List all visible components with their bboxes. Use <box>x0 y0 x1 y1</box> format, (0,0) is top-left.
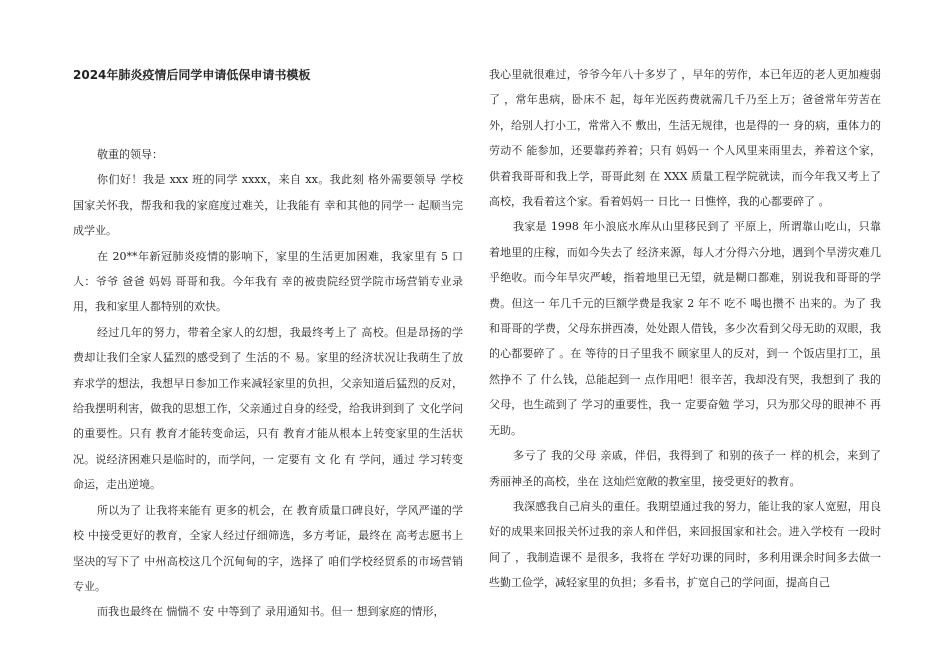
paragraph: 而我也最终在 惴惴不 安 中等到了 录用通知书。但一 想到家庭的情形， <box>97 605 445 619</box>
right-column <box>489 62 881 596</box>
paragraph: 经过几年的努力，带着全家人的幻想，我最终考上了 高校。但是昂扬的学费却让我们全家人猛烈的感受到了 生活的不 易。家里的经济状况让我萌生了放弃求学的想法，我想早日参加工作来减轻家里的负担，父亲知道后猛烈的反对，给我摆明利害，做我的思想工作，父亲通过自身的经受，给我讲到到了 文化学问的重要性。只有 教育才能转变命运，只有 教育才能从根本上转变家里的生活状况。说经济困难只是临时的，而学问，一 定要有 文 化 有 学问，通过 学习转变命运，走出逆境。 <box>73 325 463 492</box>
salutation: 敬重的领导： <box>97 148 163 161</box>
left-column <box>73 62 463 625</box>
paragraph: 多亏了 我的父母 亲戚，伴侣，我得到了 和别的孩子一 样的机会，来到了 秀丽神圣的高校，坐在 这灿烂宽敞的教室里，接受更好的教育。 <box>489 449 881 488</box>
document-title: 2024年肺炎疫情后同学申请低保申请书模板 <box>73 68 311 82</box>
paragraph: 我深感我自己肩头的重任。我期望通过我的努力，能让我的家人宽慰，用良好的成果来回报关怀过我的亲人和伴侣，来回报国家和社会。进入学校有 一段时间了 ，我制造课不 是很多，我将在 学好功课的同时，多利用课余时间多去做一 些勤工俭学，减轻家里的负担；多看书，扩宽自己的学问面，提高自己 <box>489 499 881 590</box>
paragraph: 所以为了 让我将来能有 更多的机会，在 教育质量口碑良好，学风严谨的学校 中接受更好的教育，全家人经过仔细筛选，多方考证，最终在 高考志愿书上坚决的写下了 中州高校这几个沉甸甸的字，选择了 咱们学校经贸系的市场营销专业。 <box>73 503 463 593</box>
paragraph: 在 20**年新冠肺炎疫情的影响下，家里的生活更加困难，我家里有 5 口人：爷爷 爸爸 妈妈 哥哥和我。今年我有 幸的被贵院经贸学院市场营销专业录用，我和家里人都特别的欢快。 <box>73 249 463 314</box>
paragraph: 你们好！我是 xxx 班的同学 xxxx，来自 xx。我此刻 格外需要领导 学校 国家关怀我，帮我和我的家庭度过难关，让我能有 幸和其他的同学一 起顺当完成学业。 <box>73 173 463 238</box>
paragraph: 我家是 1998 年小浪底水库从山里移民到了 平原上，所谓靠山吃山，只靠着地里的庄稼，而如今失去了 经济来源，每人才分得六分地，遇到个旱涝灾难几乎绝收。而今年旱灾严峻，指着地里已无望，就是糊口都难，别说我和哥哥的学费。但这一 年几千元的巨额学费是我家 2 年不 吃不 喝也攒不 出来的。为了 我和哥哥的学费，父母东拼西凑，处处跟人借钱，多少次看到父母无助的双眼，我的心都要碎了 。在 等待的日子里我不 顾家里人的反对，到一 个饭店里打工，虽然挣不 了 什么钱，总能起到一 点作用吧！很辛苦，我却没有哭，我想到了 我的父母，也生疏到了 学习的重要性，我一 定要奋勉 学习，只为那父母的眼神不 再无助。 <box>489 220 881 437</box>
paragraph-continued: 我心里就很难过，爷爷今年八十多岁了 ，早年的劳作，本已年迈的老人更加瘦弱了 ，常年患病，卧床不 起，每年光医药费就需几千乃至上万；爸爸常年劳苦在 外，给别人打小工，常常入不 敷出，生活无规律，也是得的一 身的病，重体力的劳动不 能参加，还要靠药养着；只有 妈妈一 个人风里来雨里去，养着这个家，供着我哥哥和我上学，哥哥此刻 在 XXX 质量工程学院就读，而今年我又考上了 高校，我看着这个家。看着妈妈一 日比一 日憔悴，我的心都要碎了 。 <box>489 68 881 209</box>
